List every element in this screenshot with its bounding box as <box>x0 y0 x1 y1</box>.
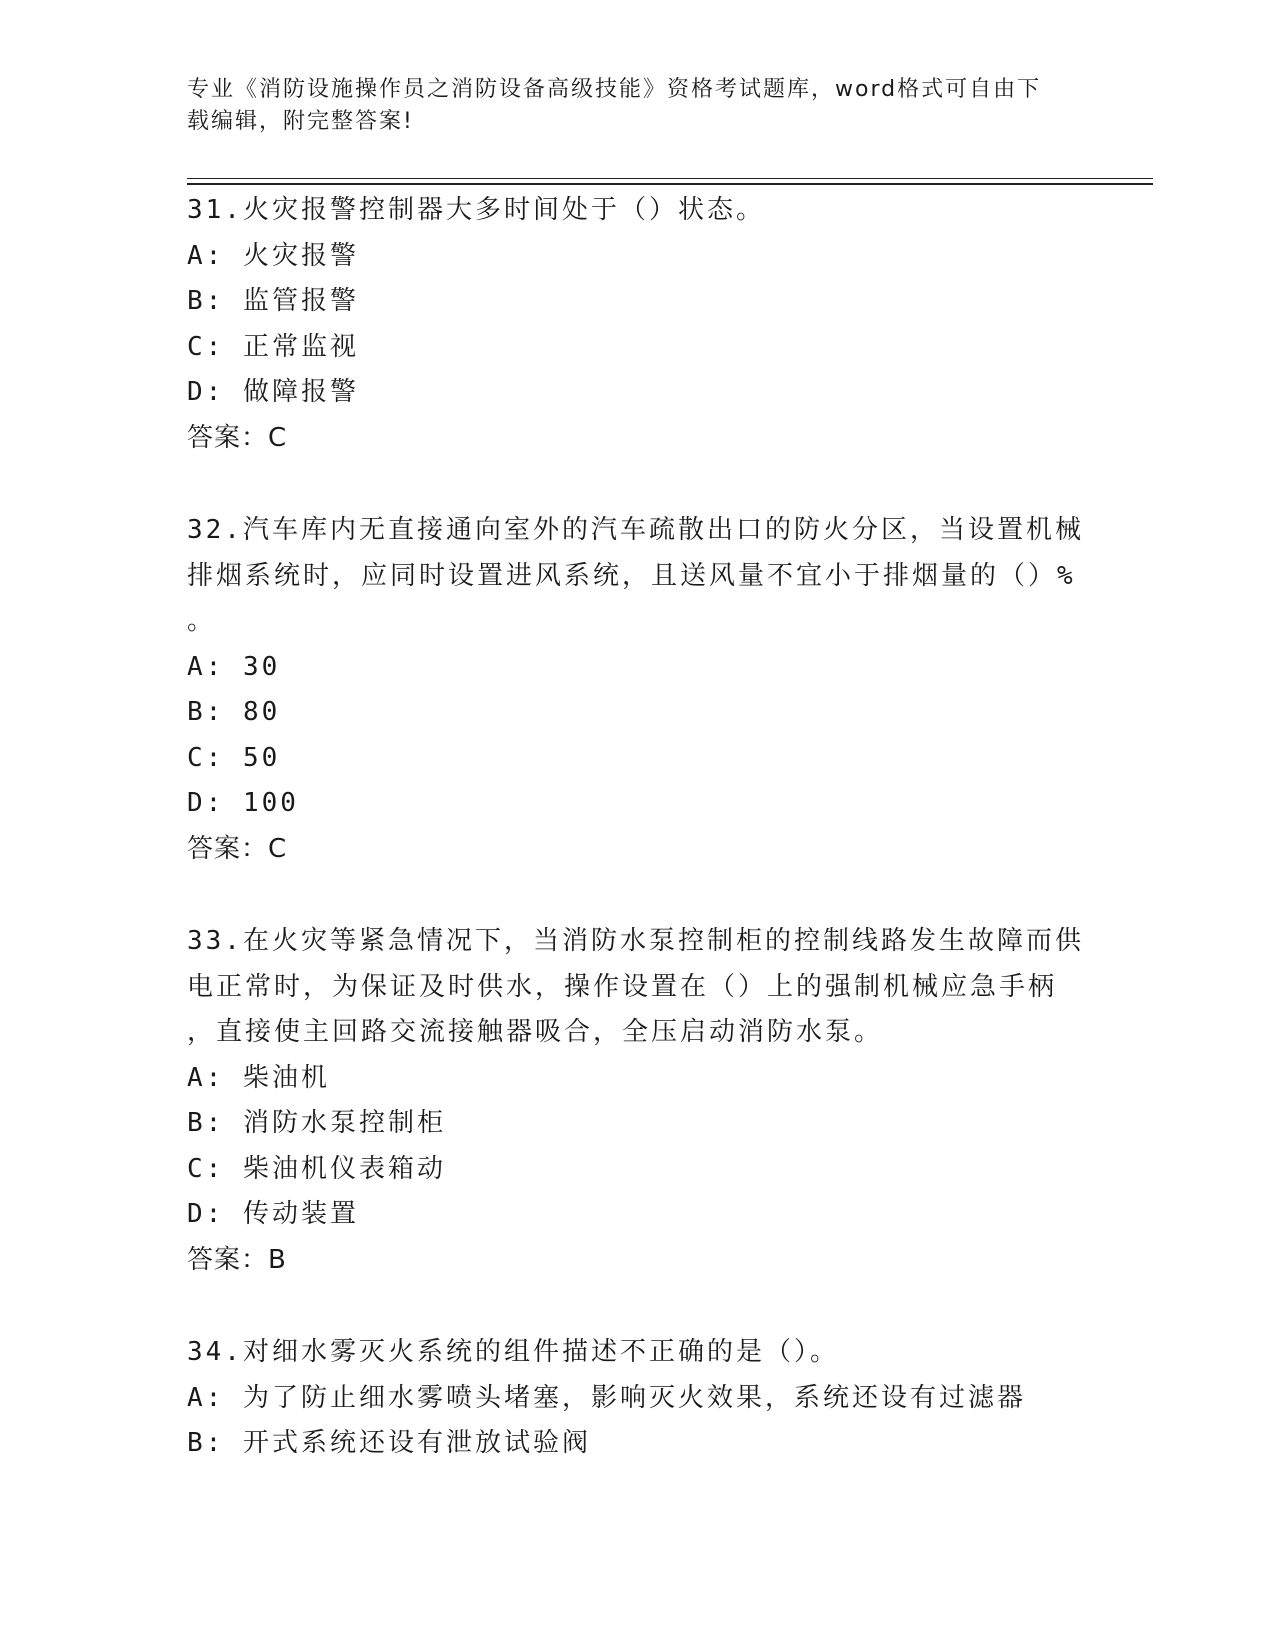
option-a: A: 柴油机 <box>187 1062 330 1093</box>
option-a: A: 30 <box>187 651 281 682</box>
question-stem: 34.对细水雾灭火系统的组件描述不正确的是（）。 <box>187 1337 839 1367</box>
question-stem: 。 <box>187 606 217 636</box>
question-31 <box>187 188 1087 461</box>
header-divider-thick <box>187 183 1153 185</box>
option-b: B: 监管报警 <box>187 286 359 316</box>
question-33 <box>187 919 1087 1283</box>
option-b: B: 开式系统还设有泄放试验阀 <box>187 1428 591 1458</box>
question-list <box>187 188 1087 1467</box>
question-stem: ，直接使主回路交流接触器吸合，全压启动消防水泵。 <box>187 1017 884 1047</box>
option-c: C: 50 <box>187 742 281 773</box>
option-a: A: 为了防止细水雾喷头堵塞，影响灭火效果，系统还设有过滤器 <box>187 1382 1026 1413</box>
option-d: D: 做障报警 <box>187 377 359 407</box>
question-stem: 33.在火灾等紧急情况下，当消防水泵控制柜的控制线路发生故障而供 <box>187 926 1084 956</box>
header-divider-thin <box>187 178 1153 179</box>
option-b: B: 消防水泵控制柜 <box>187 1108 446 1138</box>
option-c: C: 正常监视 <box>187 331 359 362</box>
answer-line: 答案：B <box>187 1244 287 1275</box>
option-d: D: 100 <box>187 788 299 818</box>
header-line-1: 专业《消防设施操作员之消防设备高级技能》资格考试题库，word格式可自由下 <box>187 77 1042 102</box>
option-a: A: 火灾报警 <box>187 240 359 271</box>
option-b: B: 80 <box>187 697 281 727</box>
question-stem: 排烟系统时，应同时设置进风系统，且送风量不宜小于排烟量的（）% <box>187 560 1076 591</box>
option-d: D: 传动装置 <box>187 1199 359 1229</box>
header-line-2: 载编辑，附完整答案! <box>187 109 414 134</box>
question-34 <box>187 1330 1087 1467</box>
answer-line: 答案：C <box>187 833 288 864</box>
question-stem: 31.火灾报警控制器大多时间处于（）状态。 <box>187 195 765 225</box>
question-stem: 32.汽车库内无直接通向室外的汽车疏散出口的防火分区，当设置机械 <box>187 515 1084 545</box>
answer-line: 答案：C <box>187 422 288 453</box>
question-stem: 电正常时，为保证及时供水，操作设置在（）上的强制机械应急手柄 <box>187 971 1058 1002</box>
document-header <box>187 74 1067 138</box>
question-32 <box>187 508 1087 872</box>
option-c: C: 柴油机仪表箱动 <box>187 1153 446 1184</box>
